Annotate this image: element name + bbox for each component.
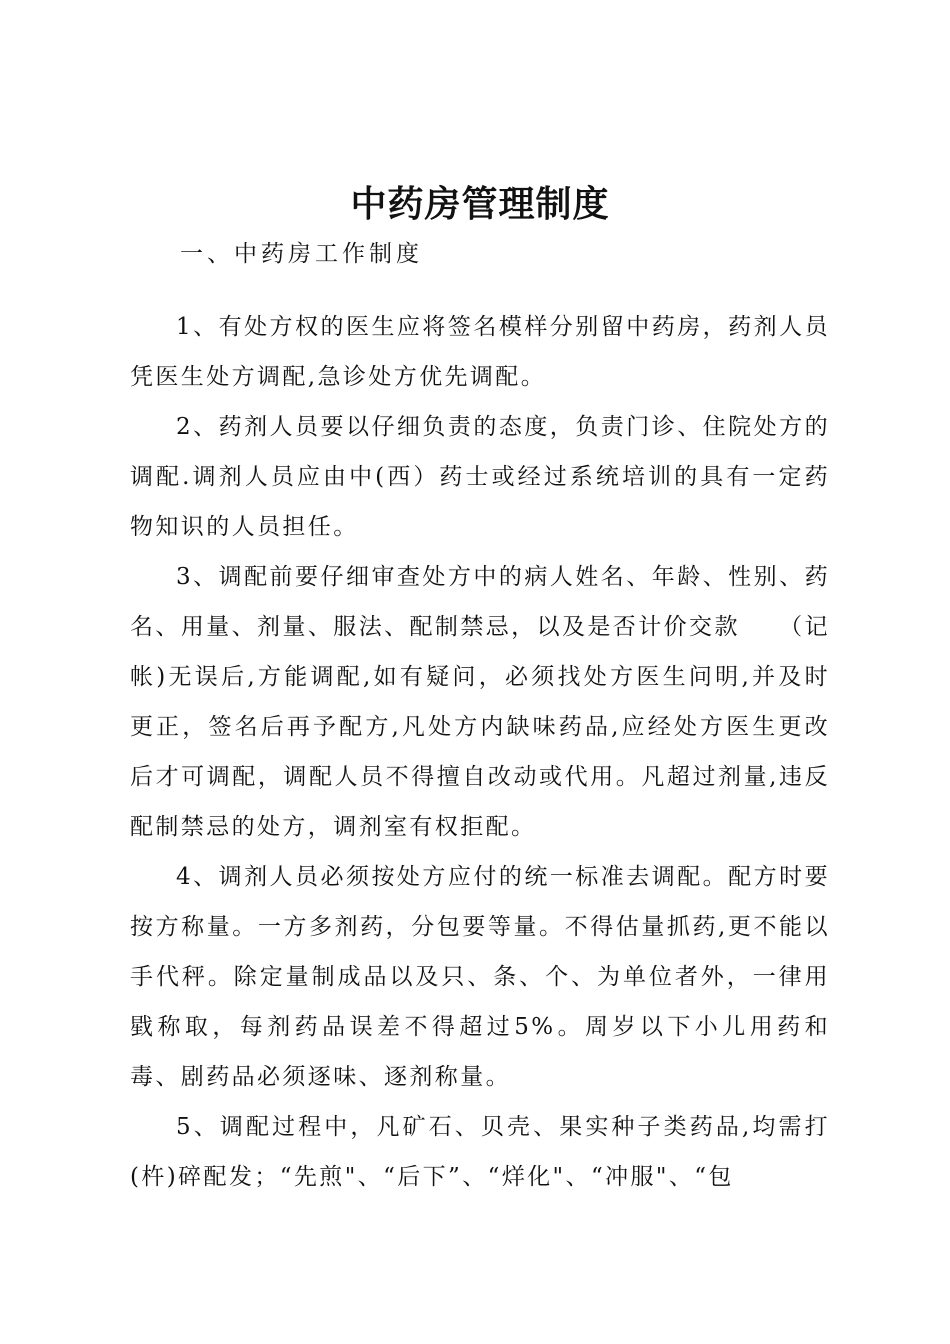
document-title: 中药房管理制度 (350, 183, 610, 225)
paragraph-3: 3、调配前要仔细审查处方中的病人姓名、年龄、性别、药名、用量、剂量、服法、配制禁忌，以及是否计价交款 （记帐)无误后,方能调配,如有疑问，必须找处方医生问明,并及时更正，签名后再予配方,凡处方内缺味药品,应经处方医生更改后才可调配，调配人员不得擅自改动或代用。凡超过剂量,违反配制禁忌的处方，调剂室有权拒配。 (130, 564, 830, 840)
paragraph-5: 5、调配过程中，凡矿石、贝壳、果实种子类药品,均需打(杵)碎配发；“先煎"、“后下”、“烊化"、“冲服"、“包 (130, 1114, 830, 1190)
section-heading: 一、中药房工作制度 (180, 241, 423, 267)
paragraph-4: 4、调剂人员必须按处方应付的统一标准去调配。配方时要按方称量。一方多剂药，分包要等量。不得估量抓药,更不能以手代秤。除定量制成品以及只、条、个、为单位者外，一律用戥称取，每剂药品误差不得超过5%。周岁以下小儿用药和毒、剧药品必须逐味、逐剂称量。 (130, 864, 830, 1090)
paragraph-2: 2、药剂人员要以仔细负责的态度，负责门诊、住院处方的调配.调剂人员应由中(西）药士或经过系统培训的具有一定药物知识的人员担任。 (130, 414, 830, 540)
paragraph-1: 1、有处方权的医生应将签名模样分别留中药房，药剂人员凭医生处方调配,急诊处方优先调配。 (130, 314, 830, 390)
